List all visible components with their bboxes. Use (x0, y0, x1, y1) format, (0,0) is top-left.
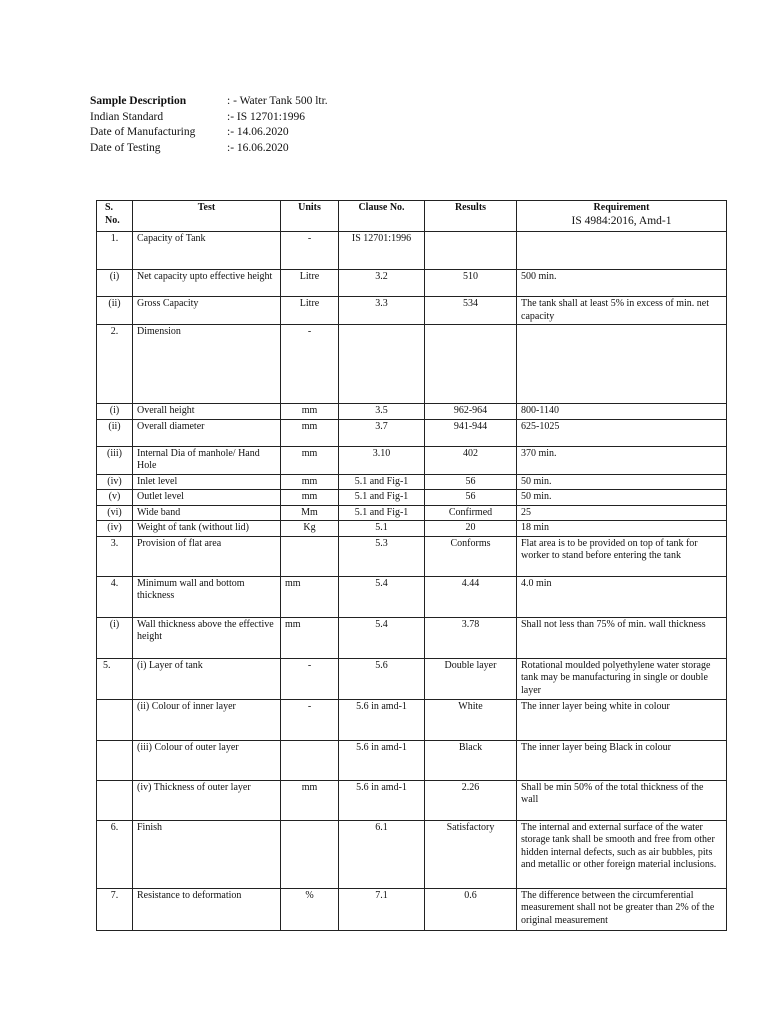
cell-clause: 3.7 (339, 419, 425, 446)
table-row (97, 446, 727, 474)
header-requirement (517, 201, 727, 232)
sample-info-label: Date of Manufacturing (90, 126, 196, 138)
cell-requirement: Rotational moulded polyethylene water storage tank may be manufacturing in single or double layer (517, 658, 727, 699)
sample-info-value: : - Water Tank 500 ltr. (227, 95, 328, 107)
cell-clause: 5.1 (339, 521, 425, 537)
cell-sno: (iv) (97, 521, 133, 537)
cell-units: - (281, 658, 339, 699)
cell-clause: 7.1 (339, 888, 425, 930)
cell-clause: 5.6 in amd-1 (339, 699, 425, 740)
cell-clause: 5.3 (339, 536, 425, 576)
cell-units: Litre (281, 270, 339, 297)
test-results-table (96, 200, 727, 931)
header-units: Units (281, 201, 339, 232)
cell-result: 510 (425, 270, 517, 297)
cell-clause: 3.5 (339, 404, 425, 420)
header-clause: Clause No. (339, 201, 425, 232)
sample-info-row (90, 141, 328, 157)
cell-sno: 1. (97, 232, 133, 270)
cell-requirement: Shall be min 50% of the total thickness of the wall (517, 780, 727, 820)
cell-test: Dimension (133, 325, 281, 404)
cell-clause: 3.10 (339, 446, 425, 474)
cell-result: Conforms (425, 536, 517, 576)
cell-requirement: 625-1025 (517, 419, 727, 446)
table-row (97, 536, 727, 576)
cell-test: Resistance to deformation (133, 888, 281, 930)
sample-info-label: Date of Testing (90, 141, 161, 154)
cell-sno: (ii) (97, 297, 133, 325)
cell-clause: 3.2 (339, 270, 425, 297)
cell-clause: 5.6 (339, 658, 425, 699)
cell-sno (97, 699, 133, 740)
cell-sno: (i) (97, 404, 133, 420)
cell-test: Internal Dia of manhole/ Hand Hole (133, 446, 281, 474)
table-row (97, 617, 727, 658)
cell-units: Kg (281, 521, 339, 537)
cell-requirement: Flat area is to be provided on top of tank for worker to stand before entering the tank (517, 536, 727, 576)
cell-requirement (517, 232, 727, 270)
cell-requirement: 50 min. (517, 490, 727, 506)
table-row (97, 576, 727, 617)
cell-sno (97, 780, 133, 820)
table-row (97, 888, 727, 930)
sample-info-value: :- 14.06.2020 (227, 126, 289, 138)
cell-result (425, 232, 517, 270)
table-header-row (97, 201, 727, 232)
table-row (97, 270, 727, 297)
cell-result: 941-944 (425, 419, 517, 446)
cell-test: Gross Capacity (133, 297, 281, 325)
sample-info-value: :- IS 12701:1996 (227, 110, 305, 123)
sample-info-row (90, 110, 328, 126)
cell-test: Capacity of Tank (133, 232, 281, 270)
cell-units: - (281, 699, 339, 740)
cell-clause (339, 325, 425, 404)
cell-units: Litre (281, 297, 339, 325)
cell-requirement: 500 min. (517, 270, 727, 297)
cell-test: Overall height (133, 404, 281, 420)
cell-result: 2.26 (425, 780, 517, 820)
sample-info-label: Sample Description (90, 95, 187, 107)
cell-units: mm (281, 576, 339, 617)
cell-result: 4.44 (425, 576, 517, 617)
cell-test: Wide band (133, 505, 281, 521)
cell-test: (ii) Colour of inner layer (133, 699, 281, 740)
cell-requirement: 370 min. (517, 446, 727, 474)
cell-units: mm (281, 419, 339, 446)
cell-test: Inlet level (133, 474, 281, 490)
table-row (97, 474, 727, 490)
cell-sno: 6. (97, 820, 133, 888)
header-test: Test (133, 201, 281, 232)
cell-test: Finish (133, 820, 281, 888)
cell-requirement: 800-1140 (517, 404, 727, 420)
table-row (97, 505, 727, 521)
cell-requirement: Shall not less than 75% of min. wall thickness (517, 617, 727, 658)
cell-requirement: 4.0 min (517, 576, 727, 617)
table-row (97, 297, 727, 325)
table-row (97, 658, 727, 699)
cell-requirement: 50 min. (517, 474, 727, 490)
cell-requirement: 18 min (517, 521, 727, 537)
sample-info-label: Indian Standard (90, 110, 164, 123)
cell-result: 402 (425, 446, 517, 474)
cell-units: mm (281, 617, 339, 658)
cell-result: 534 (425, 297, 517, 325)
cell-sno: (i) (97, 270, 133, 297)
cell-units (281, 740, 339, 780)
cell-test: (iii) Colour of outer layer (133, 740, 281, 780)
table-row (97, 419, 727, 446)
sample-info-value: :- 16.06.2020 (227, 141, 289, 154)
cell-units: mm (281, 446, 339, 474)
header-requirement-label: Requirement (593, 202, 650, 213)
table-row (97, 325, 727, 404)
table-row (97, 820, 727, 888)
cell-units: - (281, 232, 339, 270)
cell-sno (97, 740, 133, 780)
table-row (97, 740, 727, 780)
cell-result: 0.6 (425, 888, 517, 930)
cell-requirement: The internal and external surface of the water storage tank shall be smooth and free from other hidden internal defects, such as air bubbles, pits and metallic or other foreign material inclusions. (517, 820, 727, 888)
cell-sno: (ii) (97, 419, 133, 446)
cell-clause: 3.3 (339, 297, 425, 325)
cell-units: mm (281, 780, 339, 820)
cell-test: Outlet level (133, 490, 281, 506)
cell-test: Weight of tank (without lid) (133, 521, 281, 537)
cell-result: 3.78 (425, 617, 517, 658)
cell-result (425, 325, 517, 404)
cell-sno: 4. (97, 576, 133, 617)
cell-result: 56 (425, 474, 517, 490)
cell-result: Black (425, 740, 517, 780)
sample-info (90, 94, 328, 156)
cell-clause: 5.1 and Fig-1 (339, 474, 425, 490)
cell-requirement: The inner layer being Black in colour (517, 740, 727, 780)
cell-test: Minimum wall and bottom thickness (133, 576, 281, 617)
table-row (97, 521, 727, 537)
cell-units: Mm (281, 505, 339, 521)
cell-units: mm (281, 474, 339, 490)
cell-clause: 5.4 (339, 617, 425, 658)
cell-test: (iv) Thickness of outer layer (133, 780, 281, 820)
cell-sno: (vi) (97, 505, 133, 521)
cell-units (281, 536, 339, 576)
cell-result: 962-964 (425, 404, 517, 420)
sample-info-row (90, 125, 328, 141)
cell-sno: (i) (97, 617, 133, 658)
cell-result: Confirmed (425, 505, 517, 521)
cell-test: Overall diameter (133, 419, 281, 446)
cell-sno: (iii) (97, 446, 133, 474)
cell-units: - (281, 325, 339, 404)
cell-requirement: The difference between the circumferential measurement shall not be greater than 2% of the original measurement (517, 888, 727, 930)
header-results: Results (425, 201, 517, 232)
cell-clause: 5.1 and Fig-1 (339, 490, 425, 506)
table-row (97, 232, 727, 270)
cell-requirement: 25 (517, 505, 727, 521)
cell-clause: 6.1 (339, 820, 425, 888)
cell-test: (i) Layer of tank (133, 658, 281, 699)
header-sno: S. No. (97, 201, 133, 232)
cell-units: mm (281, 404, 339, 420)
cell-sno: (iv) (97, 474, 133, 490)
cell-clause: 5.1 and Fig-1 (339, 505, 425, 521)
cell-units: mm (281, 490, 339, 506)
sample-info-row (90, 94, 328, 110)
cell-result: Double layer (425, 658, 517, 699)
cell-test: Provision of flat area (133, 536, 281, 576)
cell-result: White (425, 699, 517, 740)
cell-requirement (517, 325, 727, 404)
cell-sno: 7. (97, 888, 133, 930)
cell-clause: 5.6 in amd-1 (339, 740, 425, 780)
cell-sno: 5. (97, 658, 133, 699)
cell-clause: 5.6 in amd-1 (339, 780, 425, 820)
cell-units: % (281, 888, 339, 930)
cell-test: Wall thickness above the effective height (133, 617, 281, 658)
table-row (97, 490, 727, 506)
table-row (97, 780, 727, 820)
cell-requirement: The inner layer being white in colour (517, 699, 727, 740)
header-requirement-standard: IS 4984:2016, Amd-1 (571, 214, 672, 227)
cell-test: Net capacity upto effective height (133, 270, 281, 297)
cell-clause: IS 12701:1996 (339, 232, 425, 270)
cell-result: 56 (425, 490, 517, 506)
cell-sno: (v) (97, 490, 133, 506)
cell-result: Satisfactory (425, 820, 517, 888)
cell-sno: 2. (97, 325, 133, 404)
cell-requirement: The tank shall at least 5% in excess of min. net capacity (517, 297, 727, 325)
table-row (97, 699, 727, 740)
table-body (97, 232, 727, 931)
cell-sno: 3. (97, 536, 133, 576)
cell-clause: 5.4 (339, 576, 425, 617)
table-row (97, 404, 727, 420)
cell-result: 20 (425, 521, 517, 537)
cell-units (281, 820, 339, 888)
